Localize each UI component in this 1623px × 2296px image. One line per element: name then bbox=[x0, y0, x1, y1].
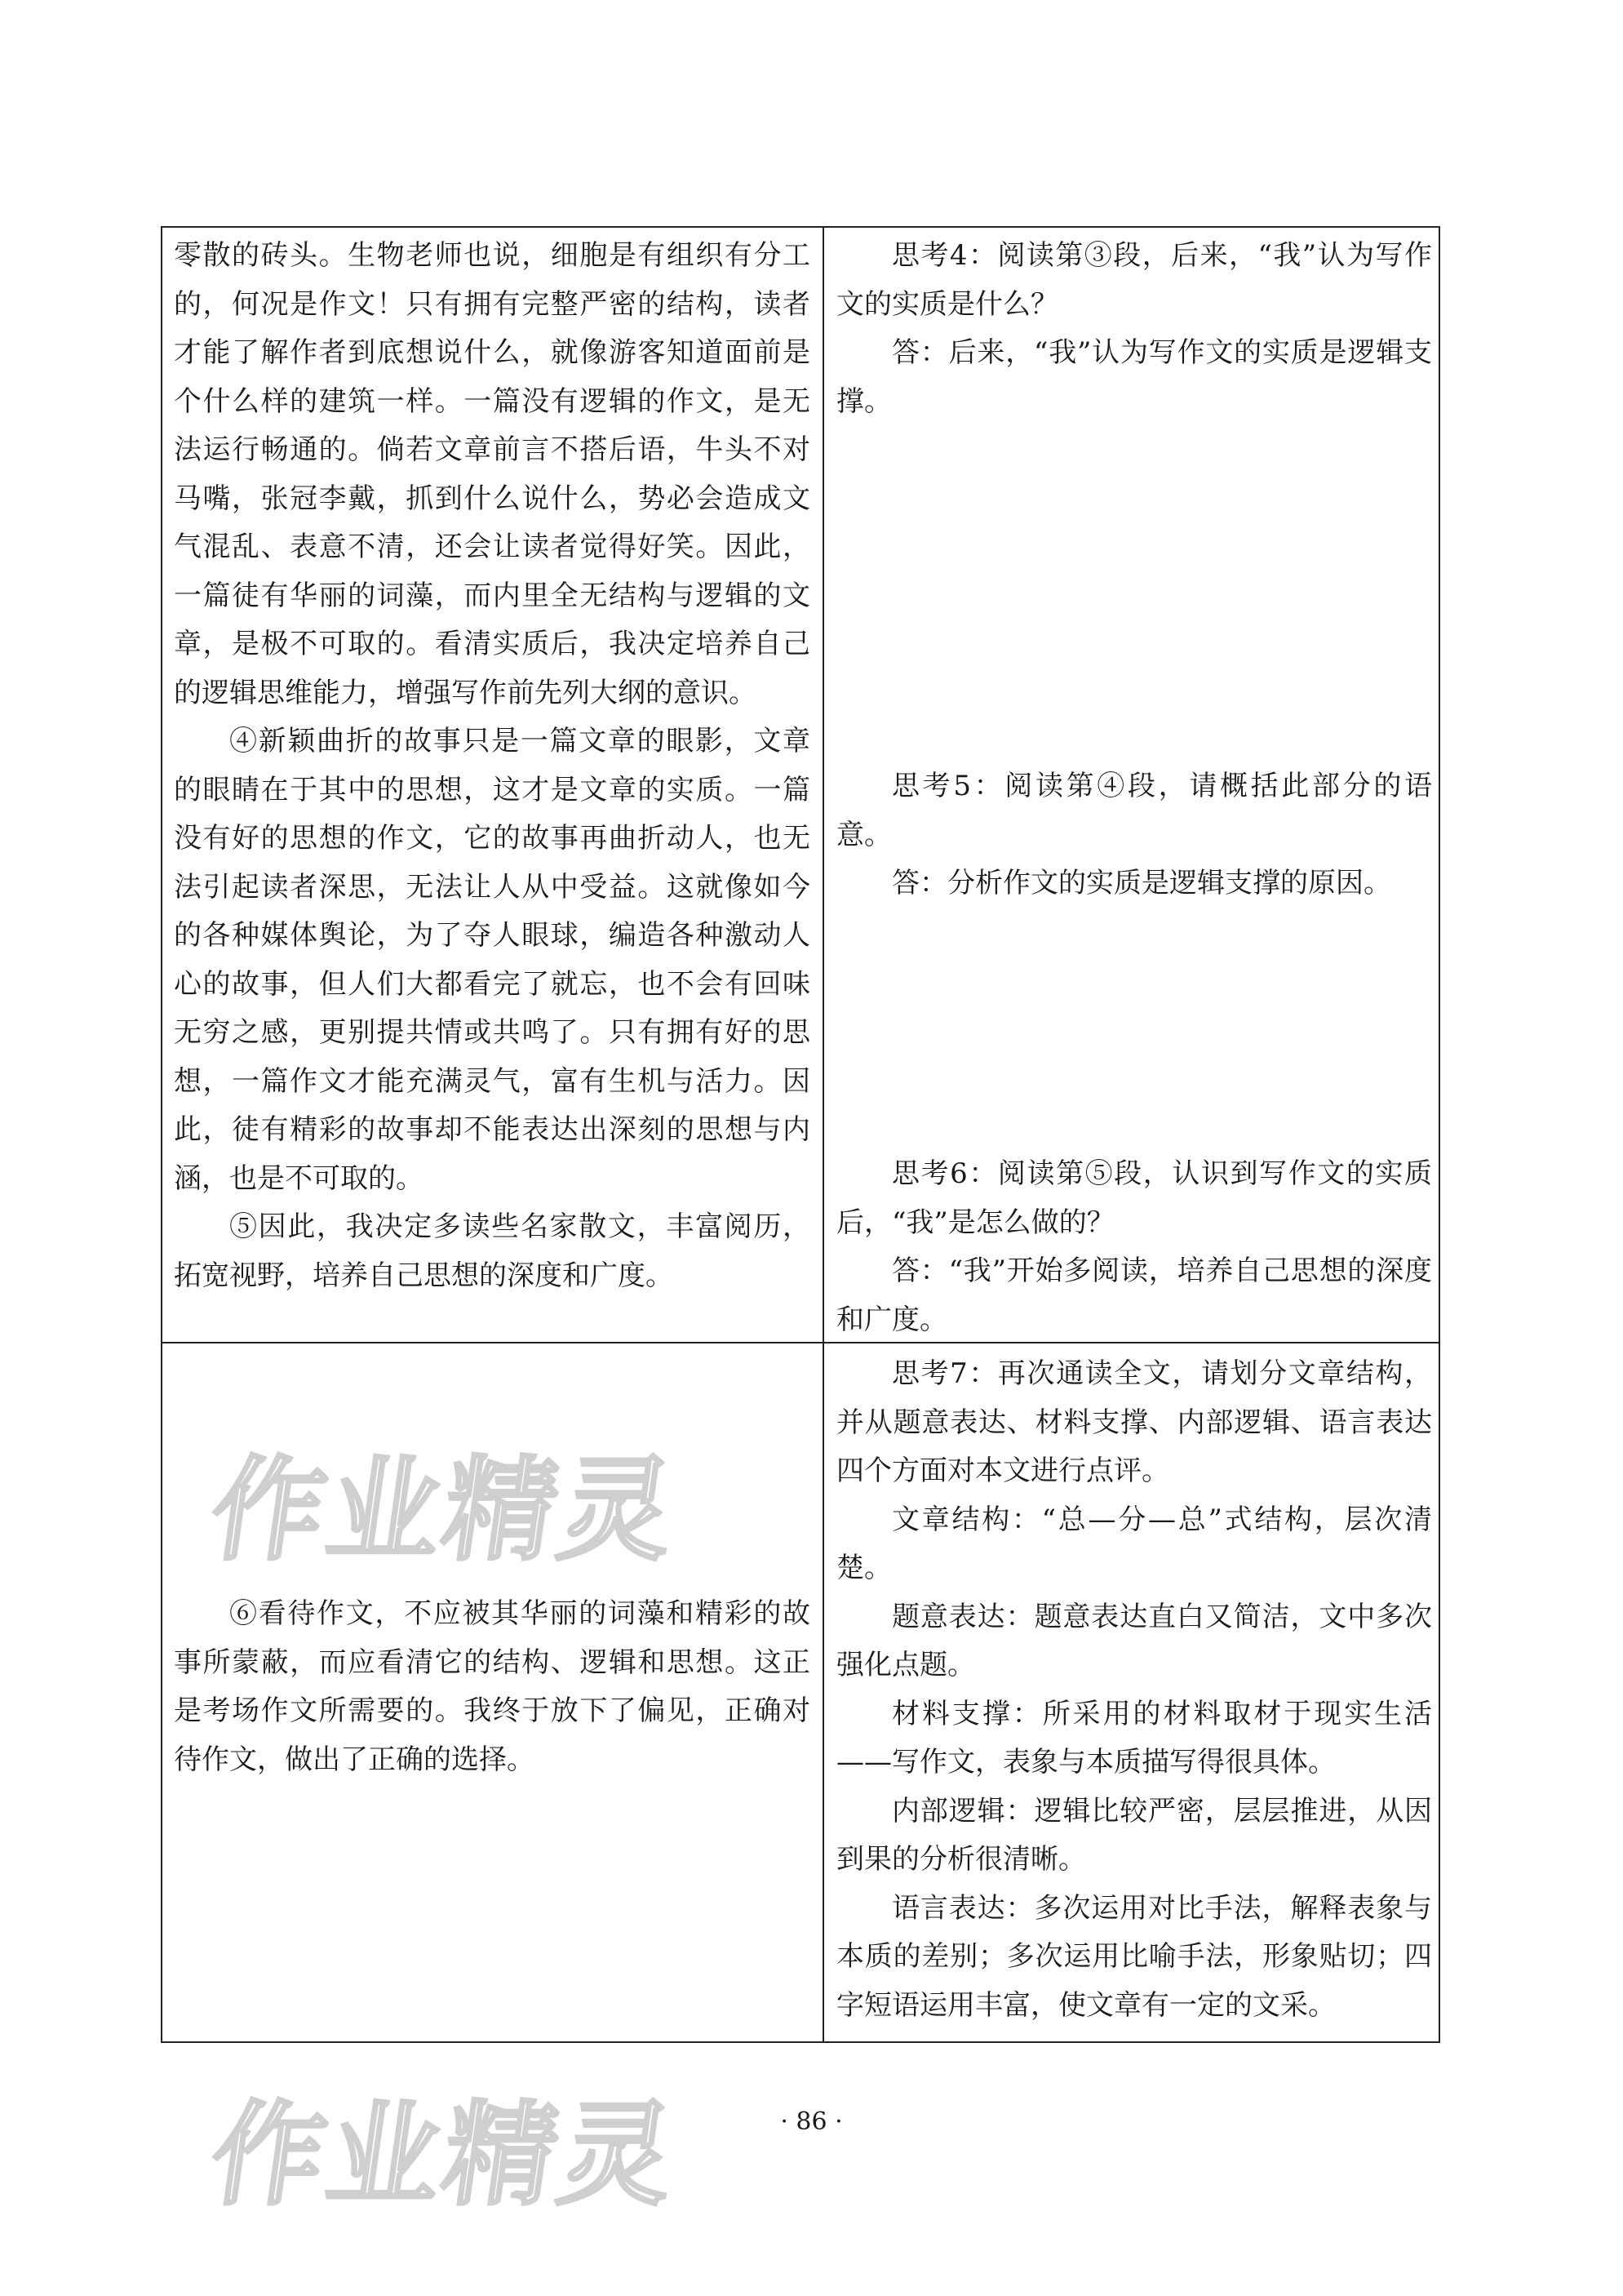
question-7-block bbox=[836, 1350, 1432, 2030]
left-passage-top bbox=[174, 232, 810, 1300]
comment-structure: 文章结构：“总—分—总”式结构，层次清楚。 bbox=[836, 1503, 1432, 1584]
passage-paragraph-6: ⑥看待作文，不应被其华丽的词藻和精彩的故事所蒙蔽，而应看清它的结构、逻辑和思想。这正是考场作文所需要的。我终于放下了偏见，正确对待作文，做出了正确的选择。 bbox=[174, 1597, 810, 1776]
question-6: 思考6：阅读第⑤段，认识到写作文的实质后，“我”是怎么做的？ bbox=[836, 1157, 1432, 1239]
question-7: 思考7：再次通读全文，请划分文章结构，并从题意表达、材料支撑、内部逻辑、语言表达四个方面对本文进行点评。 bbox=[836, 1357, 1432, 1487]
passage-paragraph-5: ⑤因此，我决定多读些名家散文，丰富阅历，拓宽视野，培养自己思想的深度和广度。 bbox=[174, 1210, 810, 1292]
comment-language: 语言表达：多次运用对比手法，解释表象与本质的差别；多次运用比喻手法，形象贴切；四字短语运用丰富，使文章有一定的文采。 bbox=[836, 1891, 1432, 2022]
question-6-block bbox=[836, 1150, 1432, 1344]
passage-paragraph-4: ④新颖曲折的故事只是一篇文章的眼影，文章的眼睛在于其中的思想，这才是文章的实质。一篇没有好的思想的作文，它的故事再曲折动人，也无法引起读者深思，无法让人从中受益。这就像如今的各种媒体舆论，为了夺人眼球，编造各种激动人心的故事，但人们大都看完了就忘，也不会有回味无穷之感，更别提共情或共鸣了。只有拥有好的思想，一篇作文才能充满灵气，富有生机与活力。因此，徒有精彩的故事却不能表达出深刻的思想与内涵，也是不可取的。 bbox=[174, 725, 810, 1195]
column-divider bbox=[823, 228, 824, 2041]
content-table bbox=[161, 226, 1440, 2043]
answer-6: 答：“我”开始多阅读，培养自己思想的深度和广度。 bbox=[836, 1255, 1432, 1336]
question-5: 思考5：阅读第④段，请概括此部分的语意。 bbox=[836, 770, 1432, 851]
comment-material: 材料支撑：所采用的材料取材于现实生活——写作文，表象与本质描写得很具体。 bbox=[836, 1697, 1432, 1779]
watermark-upper: 作业精灵 bbox=[203, 1445, 685, 1576]
watermark-lower: 作业精灵 bbox=[203, 2089, 685, 2221]
question-4-block bbox=[836, 232, 1432, 426]
passage-paragraph-3-continued: 零散的砖头。生物老师也说，细胞是有组织有分工的，何况是作文！只有拥有完整严密的结构，读者才能了解作者到底想说什么，就像游客知道面前是个什么样的建筑一样。一篇没有逻辑的作文，是无法运行畅通的。倘若文章前言不搭后语，牛头不对马嘴，张冠李戴，抓到什么说什么，势必会造成文气混乱、表意不清，还会让读者觉得好笑。因此，一篇徒有华丽的词藻，而内里全无结构与逻辑的文章，是极不可取的。看清实质后，我决定培养自己的逻辑思维能力，增强写作前先列大纲的意识。 bbox=[174, 239, 810, 709]
answer-4: 答：后来，“我”认为写作文的实质是逻辑支撑。 bbox=[836, 336, 1432, 418]
question-5-block bbox=[836, 762, 1432, 908]
comment-theme: 题意表达：题意表达直白又简洁，文中多次强化点题。 bbox=[836, 1600, 1432, 1681]
answer-5: 答：分析作文的实质是逻辑支撑的原因。 bbox=[892, 867, 1391, 899]
question-4: 思考4：阅读第③段，后来，“我”认为写作文的实质是什么？ bbox=[836, 239, 1432, 321]
comment-logic: 内部逻辑：逻辑比较严密，层层推进，从因到果的分析很清晰。 bbox=[836, 1794, 1432, 1876]
page-number: · 86 · bbox=[780, 2107, 843, 2136]
left-passage-bottom bbox=[174, 1590, 810, 1784]
